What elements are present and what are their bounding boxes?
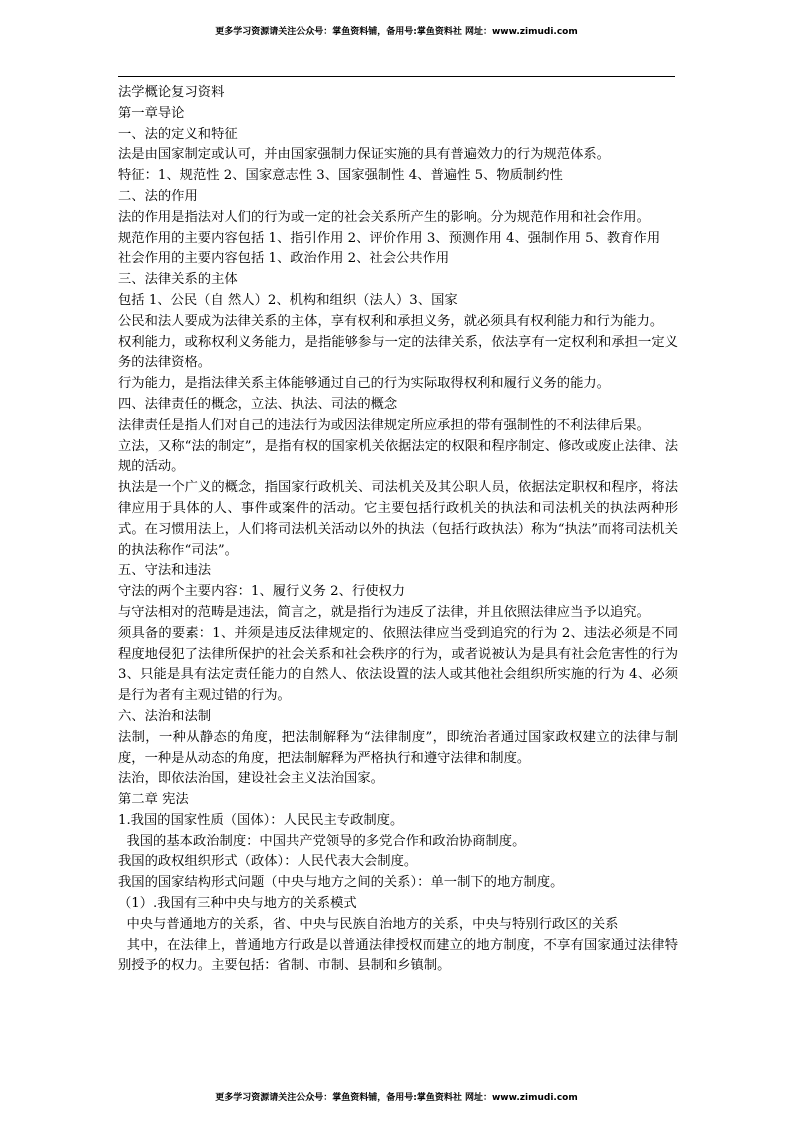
chapter-heading: 第二章 宪法	[118, 792, 189, 808]
paragraph: 规范作用的主要内容包括 1、指引作用 2、评价作用 3、预测作用 4、强制作用 5、教育作用	[118, 230, 661, 246]
paragraph: 法制，一种从静态的角度，把法制解释为“法律制度”，即统治者通过国家政权建立的法律与制度，一种是从动态的角度，把法制解释为严格执行和遵守法律和制度。	[118, 729, 678, 766]
paragraph: 法的作用是指法对人们的行为或一定的社会关系所产生的影响。分为规范作用和社会作用。	[118, 209, 650, 225]
paragraph: 公民和法人要成为法律关系的主体，享有权利和承担义务，就必须具有权利能力和行为能力。	[118, 313, 664, 329]
paragraph: 社会作用的主要内容包括 1、政治作用 2、社会公共作用	[118, 251, 450, 267]
section-heading: 三、法律关系的主体	[118, 272, 238, 288]
paragraph: 1.我国的国家性质（国体）：人民民主专政制度。	[118, 812, 404, 828]
paragraph: 我国的国家结构形式问题（中央与地方之间的关系）：单一制下的地方制度。	[118, 875, 564, 891]
paragraph: 法治，即依法治国，建设社会主义法治国家。	[118, 771, 384, 787]
page-footer-note: 更多学习资源请关注公众号：掌鱼资料铺，备用号:掌鱼资料社 网址：www.zimudi.com	[215, 1093, 578, 1103]
section-heading: 六、法治和法制	[118, 708, 212, 724]
paragraph: 行为能力，是指法律关系主体能够通过自己的行为实际取得权利和履行义务的能力。	[118, 376, 610, 392]
paragraph: 其中，在法律上，普通地方行政是以普通法律授权而建立的地方制度，不享有国家通过法律特别授予的权力。主要包括：省制、市制、县制和乡镇制。	[118, 937, 678, 974]
document-title: 法学概论复习资料	[118, 85, 225, 100]
paragraph: 执法是一个广义的概念，指国家行政机关、司法机关及其公职人员，依据法定职权和程序，将法律应用于具体的人、事件或案件的活动。它主要包括行政机关的执法和司法机关的执法两种形式。在习惯用法上，人们将司法机关活动以外的执法（包括行政执法）称为“执法”而将司法机关的执法称作“司法”。	[118, 480, 678, 558]
paragraph: 与守法相对的范畴是违法，简言之，就是指行为违反了法律，并且依照法律应当予以追究。	[118, 604, 650, 620]
header-divider	[118, 76, 675, 77]
section-heading: 四、法律责任的概念，立法、执法、司法的概念	[118, 396, 398, 412]
paragraph: 守法的两个主要内容：1、履行义务 2、行使权力	[118, 584, 406, 600]
chapter-heading: 第一章导论	[118, 105, 185, 121]
section-heading: 五、守法和违法	[118, 563, 212, 579]
paragraph: 法律责任是指人们对自己的违法行为或因法律规定所应承担的带有强制性的不利法律后果。	[118, 417, 650, 433]
document-body	[118, 83, 678, 977]
section-heading: 一、法的定义和特征	[118, 126, 238, 142]
paragraph: 须具备的要素：1、并须是违反法律规定的、依照法律应当受到追究的行为 2、违法必须是不同程度地侵犯了法律所保护的社会关系和社会秩序的行为，或者说被认为是具有社会危害性的行为 3、只能是具有法定责任能力的自然人、依法设置的法人或其他社会组织所实施的行为 4、必须是行为者有主观过错的行为。	[118, 625, 678, 704]
paragraph: 权利能力，或称权利义务能力，是指能够参与一定的法律关系，依法享有一定权利和承担一定义务的法律资格。	[118, 334, 678, 371]
paragraph: （1）.我国有三种中央与地方的关系模式	[118, 896, 357, 912]
paragraph: 我国的基本政治制度：中国共产党领导的多党合作和政治协商制度。	[118, 833, 526, 849]
paragraph: 我国的政权组织形式（政体）：人民代表大会制度。	[118, 854, 418, 870]
paragraph: 法是由国家制定或认可，并由国家强制力保证实施的具有普遍效力的行为规范体系。	[118, 147, 610, 163]
paragraph: 中央与普通地方的关系，省、中央与民族自治地方的关系，中央与特别行政区的关系	[118, 916, 619, 932]
paragraph: 包括 1、公民（自 然人）2、机构和组织（法人）3、国家	[118, 292, 458, 308]
section-heading: 二、法的作用	[118, 188, 198, 204]
paragraph: 特征：1、规范性 2、国家意志性 3、国家强制性 4、普遍性 5、物质制约性	[118, 168, 563, 184]
page-header-note: 更多学习资源请关注公众号：掌鱼资料铺，备用号:掌鱼资料社 网址：www.zimudi.com	[215, 27, 578, 37]
paragraph: 立法，又称“法的制定”，是指有权的国家机关依据法定的权限和程序制定、修改或废止法律、法规的活动。	[118, 438, 678, 475]
